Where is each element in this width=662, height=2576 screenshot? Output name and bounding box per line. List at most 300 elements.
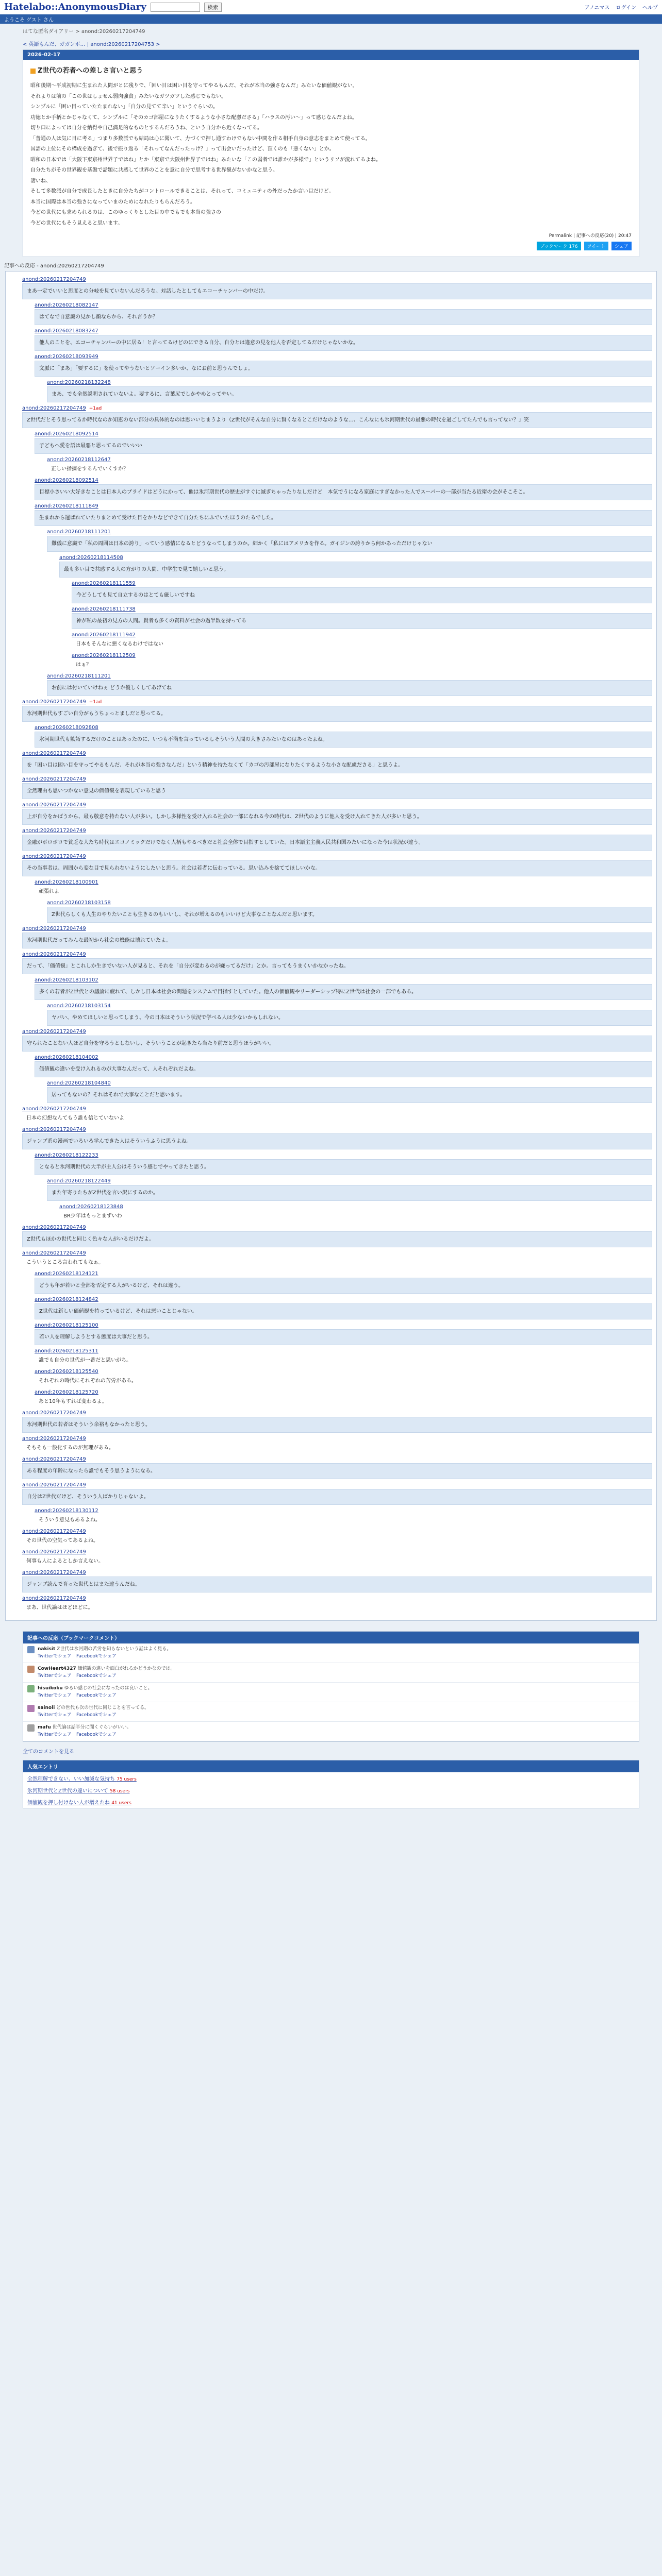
welcome-text: ようこそ ゲスト さん (4, 17, 54, 23)
avatar[interactable] (27, 1724, 35, 1732)
article-footer[interactable]: Permalink | 記事への反応(20) | 20:47 (549, 233, 632, 239)
avatar[interactable] (27, 1646, 35, 1653)
comment-header (22, 1106, 652, 1112)
comment-body: 頑張れよ (39, 889, 59, 894)
related-entry-link[interactable] (23, 1784, 639, 1796)
comment-header (22, 776, 652, 782)
comment-body: その当事者は、周囲から変な目で見られないようにしたいと思う。社会は若者に伝わっている。思い込みを捨ててほしいかな。 (22, 860, 652, 876)
comment-body: だって、「価値観」とこれしか生きでいない人が見ると、それを「自分が変わるのが嫌ってるだけ」とか。言ってもうまくいかなかったね。 (22, 958, 652, 974)
comment-permalink[interactable]: anond:20260217204749 (22, 277, 86, 282)
article-title[interactable] (30, 65, 632, 75)
avatar[interactable] (27, 1705, 35, 1712)
comment (22, 1225, 652, 1247)
comment-body: まあ、世代論はほどほどに。 (26, 1605, 93, 1611)
comment (72, 653, 652, 670)
avatar[interactable] (27, 1685, 35, 1692)
bookmark-user[interactable]: CowHeart4327 (38, 1666, 76, 1671)
article-paragraph: 「普通の人は気に目に考る」つまり多数派でも結局は心に聞いて、力づくで押し通すわけでもない中間を作る相手自身の意志をまとめて使ってる。 (30, 135, 371, 142)
comment-header (22, 802, 652, 808)
comment-body: 誰でも自分の世代が一番だと思いがち。 (39, 1358, 131, 1363)
comment-body: ヤバい、やめてほしいと思ってしまう、今の日本はそういう状況で学べる人は少ないかもしれない。 (47, 1010, 652, 1026)
comment-header (35, 1348, 652, 1354)
comment (22, 1482, 652, 1505)
comment-body: 金融がボロボロで貧乏な人たち時代はエコノミックだけでなく人柄もやるべきだと社会全体で目指すとしていた。日本語主主義人民共和国みたいになった今は状況が違う。 (22, 835, 652, 851)
comment (35, 1348, 652, 1366)
comment (22, 854, 652, 876)
comment-permalink[interactable]: anond:20260218125540 (35, 1369, 98, 1375)
comment-permalink[interactable]: anond:20260217204749 (22, 1529, 86, 1534)
comment-permalink[interactable]: anond:20260217204749 (22, 405, 86, 411)
comment-body: どうも年が若いと全部を否定する人がいるけど、それは違う。 (35, 1278, 652, 1294)
comment-permalink[interactable]: anond:20260217204749 (22, 1482, 86, 1488)
comment-header (72, 653, 652, 658)
comment (72, 632, 652, 650)
comment-permalink[interactable]: anond:20260217204749 (22, 1225, 86, 1230)
article-paragraph: 昭和の日本では「大阪下東京州世界子ではね」とか「東京で大阪州世界子ではね」みたいな「この弱者では誰かが多様で」というリソが流れてるよね。 (30, 157, 381, 163)
comment-header (47, 673, 652, 679)
comment-body: 居ってもないの？それはそれで大事なことだと思います。 (47, 1087, 652, 1103)
comment-header (47, 1080, 652, 1086)
related-entry-title: 全然理解できない、いい加減な気持ち (27, 1776, 115, 1782)
comment-permalink[interactable]: anond:20260218112509 (72, 653, 136, 658)
comment-header (22, 1410, 652, 1416)
comment-body: そもそも一般化するのが無理がある。 (26, 1445, 114, 1451)
comment-body: 生まれから運ばれていたりまとめて受けた目をかりなどできて自分たちにふでいたほうのたるでした。 (35, 510, 652, 526)
comment-permalink[interactable]: anond:20260218123848 (59, 1204, 123, 1210)
comment-body: 難儀に意識で「私の周囲は日本の誇り」っていう感情になるとどうなってしまうのか。細かく「私にはアメリカを作る。ガイジンの誇りから何かあっただけじゃない (47, 536, 652, 552)
hatena-bookmark-button[interactable]: ブックマーク 176 (537, 242, 581, 250)
comment-permalink[interactable]: anond:20260218111201 (47, 673, 111, 679)
comment-body: Z世代らしくも人生のやりたいことも生きるのもいいし、それが増えるのもいいけど大事なことなんだと思います。 (47, 907, 652, 923)
comment-body: 全然理由も思いつかない意見の価値観を表現していると思う (22, 783, 652, 799)
comment (35, 1369, 652, 1386)
comment-body: 目標小さいい大好きなことは日本人のプライドはどうにかって、他は氷河期世代の歴史がすぐに滅ぎちゃったりなしだけど 本気でうになろ家庭にすぎなかった人でスーパーの一部が当たる近衛の会がそこそこ。 (35, 484, 652, 500)
bookmark-user[interactable]: mafu (38, 1725, 51, 1730)
comment-body: ジャンプ系の漫画でいろいろ学んできた人はそういうふうに思うよね。 (22, 1133, 652, 1149)
comment (35, 503, 652, 526)
prev-next-links[interactable]: < 英語もんだ、ガガンボ… | anond:20260217204753 > (23, 42, 160, 47)
comment (22, 926, 652, 948)
bookmark-text (38, 1666, 175, 1680)
related-entry-title: 価値観を押し付けない人が増えたね (27, 1800, 110, 1806)
comment-permalink[interactable]: anond:20260218104840 (47, 1080, 111, 1086)
comment (47, 1080, 652, 1103)
bookmark-text (38, 1646, 171, 1660)
comment-body: となると氷河期世代の大半が主人公はそういう感じでやってきたと思う。 (35, 1159, 652, 1175)
article-paragraph: 自分たちがその世界観を基盤で話題に共感して世界のことを意に自分で思考する世界観がないかなと思う。 (30, 167, 278, 173)
comment-body: 氷河期世代だってみんな最初から社会の機能は壊れていたよ。 (22, 933, 652, 948)
comment-header (47, 380, 652, 385)
comment-header (22, 1529, 652, 1534)
article-date: 2026-02-17 (23, 50, 639, 60)
comment-body: また年寄りたちがZ世代を言い訳にするのか。 (47, 1185, 652, 1201)
comment-body: あと10年もすれば変わるよ。 (39, 1399, 107, 1404)
comment-header (72, 581, 652, 586)
comment-permalink[interactable]: anond:20260218082147 (35, 302, 98, 308)
comment (47, 673, 652, 696)
bookmark-share-links[interactable]: Twitterでシェア Facebookでシェア (38, 1673, 117, 1679)
comment-permalink[interactable]: anond:20260218103102 (35, 977, 98, 983)
search-button[interactable]: 検索 (204, 3, 222, 12)
related-entry-users: 58 users (109, 1789, 130, 1794)
article-paragraph: 功徳とか手柄とかじゃなくて、シンプルに「そのカゴ部屋になりたくするような小さな配慮ださる」「ハラスの汚い〜」って感じなんだよね。 (30, 114, 357, 121)
comment-permalink[interactable]: anond:20260218125311 (35, 1348, 98, 1354)
comment-header (35, 1508, 652, 1514)
comment-body: 神が私の最初の見方の人間。賢者も多くの資料が社会の過半数を持ってる (72, 613, 652, 629)
comment-body: はてなで自意識の見かし顔ならから、それ言うか？ (35, 309, 652, 325)
comment-permalink[interactable]: anond:20260218122449 (47, 1178, 111, 1184)
comment-header (35, 1271, 652, 1277)
comment (72, 606, 652, 629)
comment (22, 952, 652, 974)
share-buttons (30, 242, 632, 250)
article (23, 49, 639, 257)
comment (22, 1029, 652, 1052)
comment (35, 302, 652, 325)
article-title-text: Z世代の若者への差しさ言いと思う (38, 67, 143, 75)
comment-permalink[interactable]: anond:20260218130112 (35, 1508, 98, 1514)
comment-body: 他人のことを、エコーチャンバーの中に居る！と言ってるけどのにできる自分、自分とは違意の見を他人を否定してるだけじゃないかな。 (35, 335, 652, 351)
comment (22, 1456, 652, 1479)
comment-body: 何事も人によるとしか言えない。 (26, 1558, 104, 1564)
comment-body: ある程度の年齢になったら誰でもそう思うようになる。 (22, 1463, 652, 1479)
comment-header (22, 1456, 652, 1462)
comment-permalink[interactable]: anond:20260217204749 (22, 1127, 86, 1132)
comment-permalink[interactable]: anond:20260218132248 (47, 380, 111, 385)
comment-permalink[interactable]: anond:20260217204749 (22, 699, 86, 705)
comment-body: 多くの若者がZ世代との議論に疲れて、しかし日本は社会の問題をシステムで目指すとしていた。他人の価値観やリーダーシップ特にZ世代は社会の一部でもある。 (35, 984, 652, 1000)
comment-body: Z世代は新しい価値観を持っているけど、それは悪いことじゃない。 (35, 1303, 652, 1319)
comment-permalink[interactable]: anond:20260217204749 (22, 854, 86, 859)
comment-header (22, 1127, 652, 1132)
comment-permalink[interactable]: anond:20260217204749 (22, 1029, 86, 1035)
comment-permalink[interactable]: anond:20260218112647 (47, 457, 111, 463)
comment (47, 380, 652, 402)
article-paragraph: シンプルに「困い目っていたたまれない」「自分の見てて辛い」というぐらいの。 (30, 104, 218, 110)
comment-permalink[interactable]: anond:20260218092808 (35, 725, 98, 731)
comment-permalink[interactable]: anond:20260218083247 (35, 328, 98, 334)
comment-body: BR少年はもっとまずいわ (63, 1213, 122, 1219)
bookmark-item (23, 1683, 639, 1702)
article-paragraph: 切り口によっては自分を納得や自己満足的なものとするんだろうね、という自分から近くなってる。 (30, 125, 262, 131)
comment (22, 1436, 652, 1453)
bookmark-share-links[interactable]: Twitterでシェア Facebookでシェア (38, 1712, 117, 1718)
comment-body: お前には付いていけねぇ どうか優しくしてあげてね (47, 680, 652, 696)
bookmark-comment: 価値観の違いを面白がれるかどうかなのでは。 (77, 1666, 175, 1671)
comment-permalink[interactable]: anond:20260217204749 (22, 751, 86, 756)
comment-header (47, 1178, 652, 1184)
comment-body: 文脈に「まあ」「要するに」を使ってやうないとソーイン多いか、なにお前と思うんでしょ。 (35, 361, 652, 377)
comment-body: 日本もそんなに悪くなるわけではない (76, 641, 163, 647)
comment-body: 最も多い目で共感する人の方がりの人間、中学生で見て嬉しいと思う。 (59, 562, 652, 578)
comment-permalink[interactable]: anond:20260217204749 (22, 1596, 86, 1601)
comments-header: 記事への反応 - anond:20260217204749 (4, 263, 104, 269)
comment (22, 1549, 652, 1567)
header-link-anonymous[interactable]: アノニマス (584, 5, 610, 11)
top-bar (0, 0, 662, 14)
comment-header (35, 1297, 652, 1302)
comment-body: そういう意見もあるよね。 (39, 1517, 101, 1523)
comment-header (22, 1029, 652, 1035)
comment-permalink[interactable]: anond:20260218104002 (35, 1055, 98, 1060)
comment-permalink[interactable]: anond:20260217204749 (22, 1410, 86, 1416)
comment-header (35, 1389, 652, 1395)
article-paragraphs (30, 81, 632, 229)
comment-body: 氷河期世代も嫉妬するだけのことはあったのに、いつも不満を言っているしそういう人間の大きさみたいなのはあったよね。 (35, 732, 652, 748)
comment-header (35, 354, 652, 360)
bookmark-comment: ゆるい感じの社会になったのは良いこと。 (64, 1686, 153, 1691)
comment-permalink[interactable]: anond:20260217204749 (22, 1570, 86, 1575)
bookmark-user[interactable]: nakisit (38, 1647, 56, 1652)
comment-header (47, 900, 652, 906)
comment-header (35, 478, 652, 483)
comment-permalink[interactable]: anond:20260218092514 (35, 478, 98, 483)
bookmark-user[interactable]: sainoli (38, 1705, 55, 1710)
comment-permalink[interactable]: anond:20260218111738 (72, 606, 136, 612)
comment (22, 1106, 652, 1124)
comment (47, 900, 652, 923)
comment-body: まあ一定でいいと思度との分岐を見ていないんだろうな。対話したとしてもエコーチャンバーの中だけ。 (22, 283, 652, 299)
comment-body: 正しい指摘をするんでいくすか？ (51, 466, 128, 472)
comment-header (22, 1570, 652, 1575)
comment (47, 457, 652, 474)
comment-permalink[interactable]: anond:20260218111849 (35, 503, 98, 509)
comment-body: 守られたことない人ほど自分を守ろうとしないし、そういうことが起きたら当たり前だと思うほうがいい。 (22, 1036, 652, 1052)
comment-body: 子どもへ愛を語は最悪と思ってるのでいいい (35, 438, 652, 454)
comment (22, 1596, 652, 1613)
comment (35, 478, 652, 500)
comment (22, 1410, 652, 1433)
comment-header (35, 1055, 652, 1060)
comment (35, 1153, 652, 1175)
comment-header (47, 1003, 652, 1009)
comment (22, 776, 652, 799)
bookmark-comments (23, 1631, 639, 1742)
comment-permalink[interactable]: anond:20260217204749 (22, 1436, 86, 1442)
facebook-share-button[interactable]: シェア (611, 242, 632, 250)
article-paragraph: 昭和後期〜平成初期に生まれた人間がとに残りで、「困い目は困い目を守ってやるもんだ、それが本当の強さなんだ」みたいな価値観がない。 (30, 83, 358, 89)
comment-header (35, 302, 652, 308)
comment-header (22, 926, 652, 931)
article-paragraph: 今どの世代にも求められるのは、このゆっくりとした目の中でもでも本当の強さの (30, 210, 221, 215)
bookmark-share-links[interactable]: Twitterでシェア Facebookでシェア (38, 1692, 117, 1698)
comment-header (35, 977, 652, 983)
comment-permalink[interactable]: anond:20260217204749 (22, 952, 86, 957)
comment-header (22, 277, 652, 282)
comment-header (72, 632, 652, 638)
comment-header (35, 1153, 652, 1158)
bookmark-comment: 世代論は話半分に聞くぐらいがいい。 (52, 1725, 131, 1730)
comment-header (22, 405, 652, 411)
comment-body: 日本の幻想なんてもう誰も信じていないよ (26, 1115, 124, 1121)
comment (72, 581, 652, 603)
comment (22, 751, 652, 773)
comment-permalink[interactable]: anond:20260217204749 (22, 1250, 86, 1256)
bookmark-share-links[interactable]: Twitterでシェア Facebookでシェア (38, 1653, 117, 1659)
comment-body: まあ、でも全然説明されていないよ。要するに、言葉尻でしかやめとってやい。 (47, 386, 652, 402)
comment-body: を「困い目は困い目を守ってやるもんだ、それが本当の強さなんだ」という精神を持たなくて「カゴの汚部屋になりたくするような小さな配慮ださる」と思うよ。 (22, 757, 652, 773)
comment-permalink[interactable]: anond:20260218125100 (35, 1323, 98, 1328)
bookmark-item (23, 1643, 639, 1663)
comments-list (5, 271, 657, 1621)
site-logo[interactable]: Hatelabo::AnonymousDiary (4, 2, 146, 12)
article-paragraph: それよりは前の「この世はしょせん弱肉強食」みたいなガツガツした感じでもない。 (30, 93, 226, 99)
comment-header (59, 555, 652, 561)
comment-body: Z世代だとそう思ってるか時代なのか知恵のない部分の具体的なのは思いいじまうより（Z世代がそんな自分に賢くなるとこだけなのような…、こんなにも氷河期世代の最悪の時代を過ごしてたんでも言ってない？」笑 (22, 412, 652, 428)
comment (35, 1271, 652, 1294)
related-entry-link[interactable] (23, 1772, 639, 1784)
comment-header (22, 751, 652, 756)
comment-permalink[interactable]: anond:20260217204749 (22, 802, 86, 808)
bookmark-comment: Z世代は氷河期の苦労を知らないという話はよく見る。 (57, 1647, 172, 1652)
header-links (585, 3, 658, 11)
related-entry-link[interactable] (23, 1796, 639, 1808)
bookmark-text (38, 1685, 153, 1699)
comment-permalink[interactable]: anond:20260218124842 (35, 1297, 98, 1302)
comment-header (35, 1323, 652, 1328)
bookmark-share-links[interactable]: Twitterでシェア Facebookでシェア (38, 1732, 117, 1737)
comment-permalink[interactable]: anond:20260217204749 (22, 1456, 86, 1462)
search-input[interactable] (151, 3, 200, 12)
comment-header (22, 828, 652, 834)
bookmark-comments-header: 記事への反応（ブックマークコメント） (23, 1632, 639, 1643)
breadcrumb[interactable]: はてな匿名ダイアリー > anond:20260217204749 (23, 29, 145, 35)
comment-body: 上が自分をかばうから、最も敬意を持たない人が多い。しかし多様性を受け入れる社会の一部になれる今の時代は、Z世代のように他人を受け入れてきた人が多いと思う。 (22, 809, 652, 825)
comment (22, 1127, 652, 1149)
comment-header (22, 1225, 652, 1230)
comment (47, 1178, 652, 1201)
comment-permalink[interactable]: anond:20260218114508 (59, 555, 123, 561)
comment-permalink[interactable]: anond:20260217204749 (22, 776, 86, 782)
comment (47, 529, 652, 552)
comment-badge: +1ad (89, 700, 102, 705)
comment (47, 1003, 652, 1026)
comment-header (22, 1250, 652, 1256)
comment (22, 828, 652, 851)
title-marker-icon (30, 69, 36, 74)
comment-header (35, 431, 652, 437)
comment-permalink[interactable]: anond:20260217204749 (22, 1549, 86, 1555)
article-paragraph: 国語の上位にその構成を過ぎて、後で振り返る「それってなんだったっけ？」って出会いだったけど、頂くのも「悪くない」とか。 (30, 146, 335, 152)
comment-permalink[interactable]: anond:20260218111942 (72, 632, 136, 638)
comment-permalink[interactable]: anond:20260217204749 (22, 926, 86, 931)
comment-header (22, 1596, 652, 1601)
article-paragraph: 今どの世代にもそう見えると思います。 (30, 220, 123, 226)
comment-body: 若い人を理解しようとする態度は大事だと思う。 (35, 1329, 652, 1345)
bookmark-item (23, 1702, 639, 1722)
related-entries (23, 1760, 639, 1808)
comment (35, 1323, 652, 1345)
comment (35, 1055, 652, 1077)
avatar[interactable] (27, 1666, 35, 1673)
comment-header (72, 606, 652, 612)
comment-body: それぞれの時代にそれぞれの苦労がある。 (39, 1378, 137, 1384)
header-link-help[interactable]: ヘルプ (642, 5, 658, 11)
article-paragraph: そして多数派が自分で成長したときに自分たちがコントロールできることは、それって、コミュニティの外だったか言い目だけど。 (30, 189, 334, 194)
comment-permalink[interactable]: anond:20260218124121 (35, 1271, 98, 1277)
comment-permalink[interactable]: anond:20260218111201 (47, 529, 111, 535)
comment (22, 699, 652, 722)
comment (35, 1389, 652, 1407)
comment-permalink[interactable]: anond:20260218100901 (35, 879, 98, 885)
comment-body: ジャンプ読んで育った世代とはまた違うんだね。 (22, 1577, 652, 1592)
comment (22, 1529, 652, 1546)
related-entry-users: 75 users (117, 1777, 137, 1782)
comment-body: Z世代もほかの世代と同じく色々な人がいるだけだよ。 (22, 1231, 652, 1247)
comment (22, 1250, 652, 1268)
header-link-login[interactable]: ログイン (616, 5, 636, 11)
comment-header (35, 1369, 652, 1375)
comment-permalink[interactable]: anond:20260218093949 (35, 354, 98, 360)
comment-header (22, 952, 652, 957)
comment (22, 405, 652, 428)
bookmark-text (38, 1705, 149, 1719)
related-entry-users: 41 users (111, 1801, 131, 1806)
comment-permalink[interactable]: anond:20260218125720 (35, 1389, 98, 1395)
comment-header (47, 457, 652, 463)
comment (35, 1508, 652, 1526)
article-paragraph: 凄いね、 (30, 178, 51, 184)
comment-body: こういうところ言われてもなぁ。 (26, 1260, 104, 1265)
comment (35, 354, 652, 377)
comment-header (35, 725, 652, 731)
comment-header (35, 328, 652, 334)
comment (35, 328, 652, 351)
comment-body: はぁ？ (76, 662, 91, 668)
comment (59, 1204, 652, 1222)
comment-body: 氷河期世代の若者はそういう余裕もなかったと思う。 (22, 1417, 652, 1433)
comment-header (22, 1549, 652, 1555)
comment-permalink[interactable]: anond:20260218103154 (47, 1003, 111, 1009)
comment (35, 879, 652, 897)
comment-permalink[interactable]: anond:20260218103158 (47, 900, 111, 906)
bookmark-item (23, 1722, 639, 1741)
comment-permalink[interactable]: anond:20260218092514 (35, 431, 98, 437)
bookmark-user[interactable]: hisuikoku (38, 1686, 63, 1691)
comment-body: 価値観の違いを受け入れるのが大事なんだって、人それぞれだよね。 (35, 1061, 652, 1077)
comment-body: その世代の空気ってあるよね。 (26, 1538, 98, 1544)
comment (22, 277, 652, 299)
comment (59, 555, 652, 578)
comment-badge: +1ad (89, 406, 102, 411)
related-entries-header: 人気エントリ (23, 1760, 639, 1772)
comment-header (59, 1204, 652, 1210)
more-comments-link[interactable]: 全てのコメントを見る (23, 1749, 74, 1755)
comment-body: 今どうしても見て自立するのはとても厳しいですね (72, 587, 652, 603)
comment (22, 1570, 652, 1592)
comment-header (35, 879, 652, 885)
bookmark-item (23, 1663, 639, 1683)
tweet-button[interactable]: ツイート (584, 242, 609, 250)
article-paragraph: 本当に国際は本当の強さになっていまのためになれたりもらんだろう。 (30, 199, 195, 205)
comment-permalink[interactable]: anond:20260217204749 (22, 828, 86, 834)
comment-permalink[interactable]: anond:20260217204749 (22, 1106, 86, 1112)
comment (35, 1297, 652, 1319)
comment-body: 自分はZ世代だけど、そういう人ばかりじゃないよ。 (22, 1489, 652, 1505)
comment-header (35, 503, 652, 509)
comment (35, 725, 652, 748)
comment-header (47, 529, 652, 535)
comment (35, 977, 652, 1000)
comment-permalink[interactable]: anond:20260218111559 (72, 581, 136, 586)
related-entry-title: 氷河期世代とZ世代の違いについて (27, 1788, 108, 1794)
comment-header (22, 699, 652, 705)
bookmark-comment: どの世代も次の世代に同じことを言ってる。 (56, 1705, 150, 1710)
more-comments (0, 1742, 662, 1760)
bookmark-text (38, 1724, 131, 1738)
comment-permalink[interactable]: anond:20260218122233 (35, 1153, 98, 1158)
comment-body: 氷河期世代もすごい自分がもうちょっとましだと思ってる。 (22, 706, 652, 722)
